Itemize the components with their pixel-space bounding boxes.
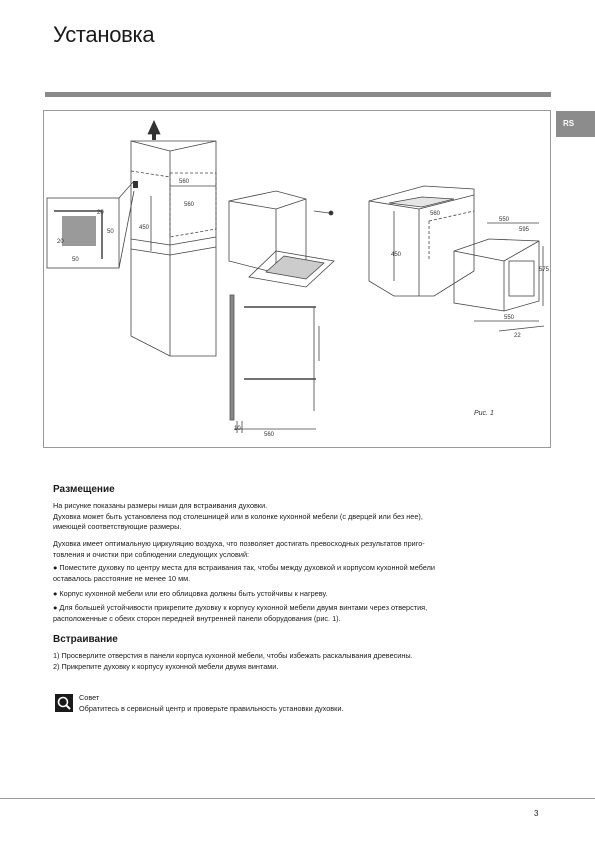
airflow-line-2: товления и очистки при соблюдении следующих условий: bbox=[53, 549, 250, 559]
header-rule bbox=[45, 92, 551, 97]
placement-line-2: Духовка может быть установлена под столешницей или в колонке кухонной мебели (с дверцей или без нее), bbox=[53, 511, 423, 521]
airflow-line-1: Духовка имеет оптимальную циркуляцию воздуха, что позволяет достигать превосходных результатов приго- bbox=[53, 539, 425, 548]
installation-figure bbox=[43, 110, 551, 448]
bullet-heat-resistant: ● Корпус кухонной мебели или его облицовка должны быть устойчивы к нагреву. bbox=[53, 589, 328, 598]
detail-dim-50-right: 50 bbox=[107, 229, 114, 235]
detail-dim-20-top: 20 bbox=[97, 210, 104, 216]
column-dim-width: 560 bbox=[179, 179, 190, 185]
placement-intro bbox=[53, 501, 545, 533]
page-title: Установка bbox=[53, 22, 155, 47]
placement-line-3: имеющей соответствующие размеры. bbox=[53, 522, 182, 532]
tip-title: Совет bbox=[79, 693, 100, 702]
bullet-centering-line-1: ● Поместите духовку по центру места для встраивания так, чтобы между духовкой и корпусом кухонной мебели bbox=[53, 563, 435, 572]
corner-detail bbox=[47, 181, 134, 268]
magnifier-icon bbox=[55, 694, 73, 712]
figure-caption: Рис. 1 bbox=[474, 410, 494, 417]
bullet-centering bbox=[53, 563, 545, 584]
column-dim-depth: 560 bbox=[184, 202, 195, 208]
column-dim-height: 450 bbox=[139, 225, 150, 231]
undercounter-install bbox=[369, 186, 544, 331]
placement-line-1: На рисунке показаны размеры ниши для встраивания духовки. bbox=[53, 501, 268, 510]
installation-diagram bbox=[44, 111, 552, 449]
mounting-steps bbox=[53, 651, 545, 672]
mounting-heading: Встраивание bbox=[53, 634, 118, 645]
oven-dim-width: 595 bbox=[519, 227, 530, 233]
footer-rule bbox=[0, 798, 595, 799]
bullet-centering-line-2: оставалось расстояние не менее 10 мм. bbox=[53, 573, 191, 583]
detail-dim-50-bottom: 50 bbox=[72, 257, 79, 263]
oven-dim-depth: 550 bbox=[504, 315, 515, 321]
counter-dim-width: 560 bbox=[430, 211, 441, 217]
bullet-screws bbox=[53, 603, 545, 624]
airflow-paragraph bbox=[53, 539, 545, 560]
oven-dim-trim: 22 bbox=[514, 333, 521, 339]
counter-dim-depth: 550 bbox=[499, 217, 510, 223]
oven-door-open bbox=[229, 191, 334, 287]
placement-heading: Размещение bbox=[53, 484, 115, 495]
mounting-step-2: 2) Прикрепите духовку к корпусу кухонной мебели двумя винтами. bbox=[53, 661, 279, 671]
bullet-screws-line-2: расположенные с обеих сторон передней внутренней панели оборудования (рис. 1). bbox=[53, 613, 341, 623]
mounting-step-1: 1) Просверлите отверстия в панели корпуса кухонной мебели, чтобы избежать раскалывания древесины. bbox=[53, 651, 413, 660]
side-section bbox=[230, 295, 319, 433]
side-dim-depth: 560 bbox=[264, 432, 275, 438]
side-dim-gap: 10 bbox=[234, 426, 241, 432]
counter-dim-height: 450 bbox=[391, 252, 402, 258]
column-unit bbox=[131, 121, 216, 356]
bullet-screws-line-1: ● Для большей устойчивости прикрепите духовку к корпусу кухонной мебели двумя винтами через отверстия, bbox=[53, 603, 428, 612]
oven-dim-height: 575 bbox=[539, 267, 550, 273]
page-number: 3 bbox=[534, 809, 539, 818]
detail-dim-20-left: 20 bbox=[57, 239, 64, 245]
tip-text: Обратитесь в сервисный центр и проверьте правильность установки духовки. bbox=[79, 704, 344, 713]
language-tab: RS bbox=[556, 111, 595, 137]
